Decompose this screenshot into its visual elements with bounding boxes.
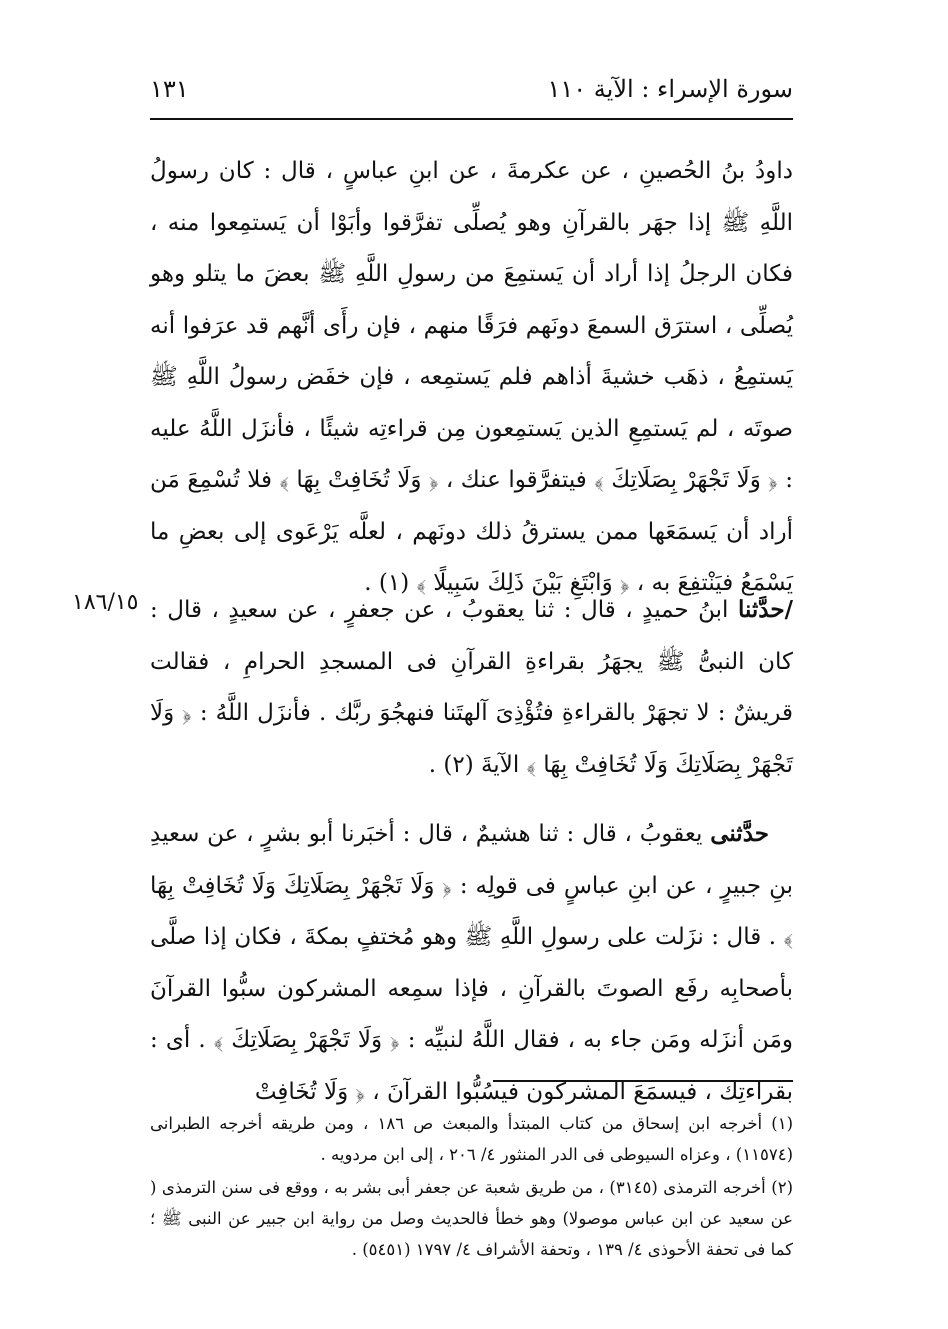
- paragraph-text: [150, 584, 793, 791]
- paragraph-1: [150, 146, 793, 610]
- paragraph-body: ابنُ حميدٍ ، قال : ثنا يعقوبُ ، عن جعفرٍ ، عن سعيدٍ ، قال : كان النبىُّ ﷺ يجهَرُ بقراءةِ القرآنِ فى المسجدِ الحرامِ ، فقالت قريشٌ : لا تجهَرْ بالقراءةِ فتُؤْذِىَ آلهتَنا فنهجُوَ ربَّك . فأنزَل اللَّهُ : ﴿ وَلَا تَجْهَرْ بِصَلَاتِكَ وَلَا تُخَافِتْ بِهَا ﴾ الآيةَ (٢) .: [150, 597, 793, 778]
- footnotes: [150, 1108, 793, 1267]
- narration-lead: /حدَّثنا: [737, 596, 793, 623]
- margin-reference: ١٨٦/١٥: [72, 590, 139, 615]
- paragraph-3: [150, 808, 793, 1118]
- paragraph-2: [150, 584, 793, 791]
- footnote-1: (١) أخرجه ابن إسحاق من كتاب المبتدأ والمبعث ص ١٨٦ ، ومن طريقه أخرجه الطبرانى (١١٥٧٤) ، وعزاه السيوطى فى الدر المنثور ٤/ ٢٠٦ ، إلى ابن مردويه .: [150, 1114, 793, 1164]
- page-number: ١٣١: [150, 75, 189, 103]
- page-header: [150, 68, 793, 110]
- footnote-2: (٢) أخرجه الترمذى (٣١٤٥) ، من طريق شعبة عن جعفر أبى بشر به ، ووقع فى سنن الترمذى ( عن سعيد عن ابن عباس موصولا) وهو خطأ فالحديث وصل من رواية ابن جبير عن النبى ﷺ ؛ كما فى تحفة الأحوذى ٤/ ١٣٩ ، وتحفة الأشراف ٤/ ١٧٩٧ (٥٤٥١) .: [150, 1178, 793, 1259]
- running-title: سورة الإسراء : الآية ١١٠: [547, 75, 793, 103]
- narration-lead: حدَّثنى: [710, 820, 769, 847]
- footnote-rule: [493, 1080, 793, 1082]
- paragraph-text: [150, 808, 793, 1118]
- paragraph-text: داودُ بنُ الحُصينِ ، عن عكرمةَ ، عن ابنِ عباسٍ ، قال : كان رسولُ اللَّهِ ﷺ إذا جهَر بالقرآنِ وهو يُصلِّى تفرَّقوا وأبَوْا أن يَستمِعوا منه ، فكان الرجلُ إذا أراد أن يَستمِعَ من رسولِ اللَّهِ ﷺ بعضَ ما يتلو وهو يُصلِّى ، استرَق السمعَ دونَهم فرَقًا منهم ، فإن رأَى أنَّهم قد عرَفوا أنه يَستمِعُ ، ذهَب خشيةَ أذاهم فلم يَستمِعه ، فإن خفَض رسولُ اللَّهِ ﷺ صوتَه ، لم يَستمِعِ الذين يَستمِعون مِن قراءتِه شيئًا ، فأنزَل اللَّهُ عليه : ﴿ وَلَا تَجْهَرْ بِصَلَاتِكَ ﴾ فيتفرَّقوا عنك ، ﴿ وَلَا تُخَافِتْ بِهَا ﴾ فلا تُسْمِعَ مَن أراد أن يَسمَعَها ممن يسترقُ ذلك دونَهم ، لعلَّه يَرْعَوى إلى بعضِ ما يَسْمَعُ فيَنْتفِعَ به ، ﴿ وَابْتَغِ بَيْنَ ذَلِكَ سَبِيلًا ﴾ (١) .: [150, 158, 793, 596]
- paragraph-body: يعقوبُ ، قال : ثنا هشيمٌ ، قال : أخبَرنا أبو بشرٍ ، عن سعيدِ بنِ جبيرٍ ، عن ابنِ عباسٍ فى قولِه : ﴿ وَلَا تَجْهَرْ بِصَلَاتِكَ وَلَا تُخَافِتْ بِهَا ﴾ . قال : نزَلت على رسولِ اللَّهِ ﷺ وهو مُختفٍ بمكةَ ، فكان إذا صلَّى بأصحابِه رفَع الصوتَ بالقرآنِ ، فإذا سمِعه المشركون سبُّوا القرآنَ ومَن أنزَله ومَن جاء به ، فقال اللَّهُ لنبيِّه : ﴿ وَلَا تَجْهَرْ بِصَلَاتِكَ ﴾ . أى : بقراءتِك ، فيسمَعَ المشركون فيسُبُّوا القرآنَ ، ﴿ وَلَا تُخَافِتْ: [150, 821, 793, 1105]
- header-rule: [150, 118, 793, 120]
